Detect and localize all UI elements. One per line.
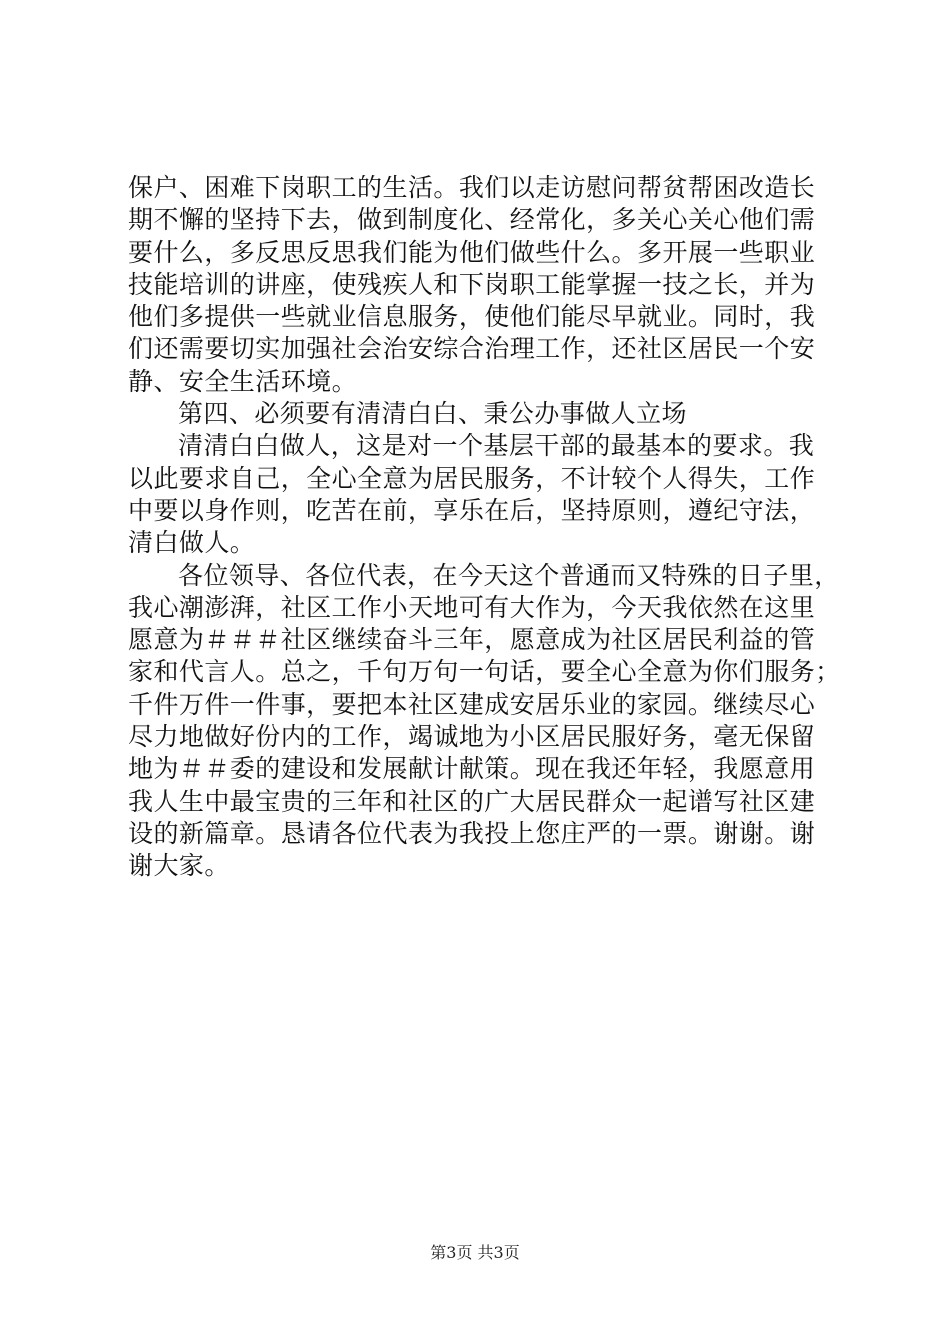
text-line: 静、安全生活环境。 <box>128 366 358 396</box>
text-line: 清白做人。 <box>128 528 256 558</box>
text-line: 以此要求自己，全心全意为居民服务，不计较个人得失，工作 <box>128 463 816 493</box>
text-line: 中要以身作则，吃苦在前，享乐在后，坚持原则，遵纪守法， <box>128 495 816 525</box>
text-line: 要什么，多反思反思我们能为他们做些什么。多开展一些职业 <box>128 237 816 267</box>
document-body <box>128 172 841 883</box>
text-line: 技能培训的讲座，使残疾人和下岗职工能掌握一技之长，并为 <box>128 269 816 299</box>
page-footer: 第3页 共3页 <box>430 1243 520 1262</box>
section-heading: 第四、必须要有清清白白、秉公办事做人立场 <box>178 399 688 429</box>
text-line: 千件万件一件事，要把本社区建成安居乐业的家园。继续尽心 <box>128 689 816 719</box>
text-line: 各位领导、各位代表，在今天这个普通而又特殊的日子里， <box>178 560 840 590</box>
text-line: 我心潮澎湃，社区工作小天地可有大作为，今天我依然在这里 <box>128 592 816 622</box>
text-line: 谢大家。 <box>128 851 230 881</box>
text-line: 家和代言人。总之，千句万句一句话，要全心全意为你们服务； <box>128 657 841 687</box>
text-line: 他们多提供一些就业信息服务，使他们能尽早就业。同时，我 <box>128 302 816 332</box>
text-line: 地为＃＃委的建设和发展献计献策。现在我还年轻，我愿意用 <box>128 754 816 784</box>
text-line: 愿意为＃＃＃社区继续奋斗三年，愿意成为社区居民利益的管 <box>128 625 816 655</box>
text-line: 清清白白做人，这是对一个基层干部的最基本的要求。我 <box>178 431 815 461</box>
text-line: 保户、困难下岗职工的生活。我们以走访慰问帮贫帮困改造长 <box>128 173 816 202</box>
text-line: 设的新篇章。恳请各位代表为我投上您庄严的一票。谢谢。谢 <box>128 818 816 848</box>
text-line: 我人生中最宝贵的三年和社区的广大居民群众一起谱写社区建 <box>128 786 816 816</box>
text-line: 期不懈的坚持下去，做到制度化、经常化，多关心关心他们需 <box>128 205 816 235</box>
text-line: 尽力地做好份内的工作，竭诚地为小区居民服好务，毫无保留 <box>128 722 816 752</box>
text-line: 们还需要切实加强社会治安综合治理工作，还社区居民一个安 <box>128 334 816 364</box>
